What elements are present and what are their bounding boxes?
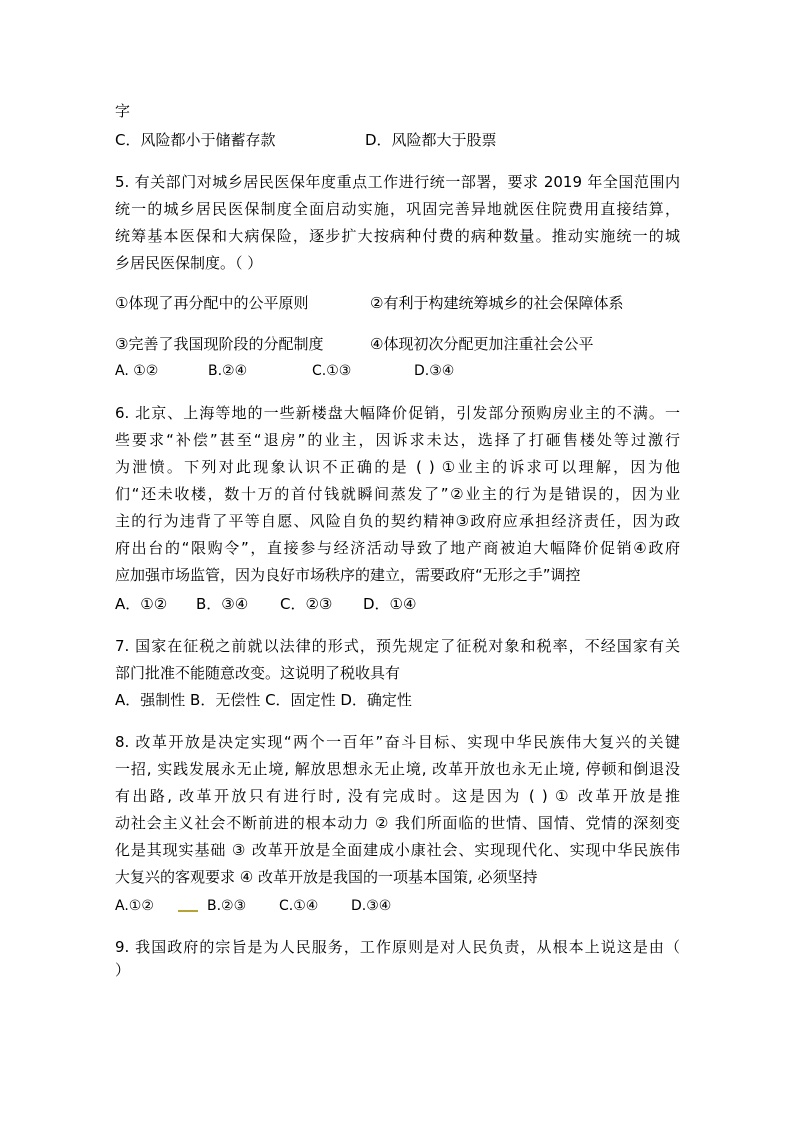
q6-line-6: 府出台的“限购令”，直接参与经济活动导致了地产商被迫大幅降价促销④政府 — [115, 539, 680, 557]
q8-line-6: 大复兴的客观要求 ④ 改革开放是我国的一项基本国策, 必须坚持 — [115, 868, 538, 886]
q5-line-1: 5. 有关部门对城乡居民医保年度重点工作进行统一部署，要求 2019 年全国范围内 — [115, 173, 680, 191]
q7-line-2: 部门批准不能随意改变。这说明了税收具有 — [115, 664, 401, 682]
option-d: D．风险都大于股票 — [365, 131, 497, 149]
q5-statement-1: ①体现了再分配中的公平原则 — [115, 294, 309, 312]
q6-line-3: 为泄愤。下列对此现象认识不正确的是 ( ) ①业主的诉求可以理解，因为他 — [115, 458, 680, 476]
q8-option-a: A.①② — [115, 898, 154, 914]
q6-option-d: D．①④ — [363, 595, 417, 613]
q8-option-b: B.②③ — [207, 898, 247, 914]
q6-line-7: 应加强市场监管，因为良好市场秩序的建立，需要政府“无形之手”调控 — [115, 566, 581, 584]
q8-option-c: C.①④ — [279, 898, 319, 914]
q5-option-c: C.①③ — [312, 363, 352, 379]
q8-line-1: 8. 改革开放是决定实现“两个一百年”奋斗目标、实现中华民族伟大复兴的关键 — [115, 733, 680, 751]
q8-option-d: D.③④ — [351, 898, 392, 914]
q6-option-c: C．②③ — [280, 595, 333, 613]
q8-line-3: 有出路, 改革开放只有进行时, 没有完成时。这是因为 ( ) ① 改革开放是推 — [115, 787, 680, 805]
q8-line-5: 化是其现实基础 ③ 改革开放是全面建成小康社会、实现现代化、实现中华民族伟 — [115, 841, 680, 859]
q9-line-2: ） — [115, 961, 131, 979]
q5-line-4: 乡居民医保制度。（ ） — [115, 254, 263, 272]
q8-line-2: 一招, 实践发展永无止境, 解放思想永无止境, 改革开放也永无止境, 停顿和倒退没 — [115, 760, 680, 778]
underline-mark — [178, 910, 198, 912]
q6-line-1: 6. 北京、上海等地的一些新楼盘大幅降价促销，引发部分预购房业主的不满。一 — [115, 404, 680, 422]
q9-line-1: 9. 我国政府的宗旨是为人民服务，工作原则是对人民负责，从根本上说这是由（ — [115, 938, 680, 956]
q7-options: A．强制性 B．无偿性 C．固定性 D．确定性 — [115, 691, 412, 709]
q5-statement-2: ②有利于构建统筹城乡的社会保障体系 — [370, 294, 624, 312]
q6-line-5: 主的行为违背了平等自愿、风险自负的契约精神③政府应承担经济责任，因为政 — [115, 512, 680, 530]
option-c: C．风险都小于储蓄存款 — [115, 131, 276, 149]
q7-line-1: 7. 国家在征税之前就以法律的形式，预先规定了征税对象和税率，不经国家有关 — [115, 637, 680, 655]
q5-option-d: D.③④ — [414, 363, 455, 379]
q5-line-2: 统一的城乡居民医保制度全面启动实施，巩固完善异地就医住院费用直接结算， — [115, 200, 680, 218]
q5-line-3: 统筹基本医保和大病保险，逐步扩大按病种付费的病种数量。推动实施统一的城 — [115, 227, 680, 245]
q6-line-2: 些要求“补偿”甚至“退房”的业主，因诉求未达，选择了打砸售楼处等过激行 — [115, 431, 680, 449]
prev-question-tail: 字 — [115, 102, 131, 120]
q6-line-4: 们“还未收楼，数十万的首付钱就瞬间蒸发了”②业主的行为是错误的，因为业 — [115, 485, 680, 503]
q6-option-a: A．①② — [115, 595, 168, 613]
q6-option-b: B．③④ — [196, 595, 249, 613]
q5-statement-3: ③完善了我国现阶段的分配制度 — [115, 335, 324, 353]
q8-line-4: 动社会主义社会不断前进的根本动力 ② 我们所面临的世情、国情、党情的深刻变 — [115, 814, 680, 832]
q5-option-b: B.②④ — [208, 363, 248, 379]
q5-statement-4: ④体现初次分配更加注重社会公平 — [370, 335, 594, 353]
q5-option-a: A. ①② — [115, 363, 159, 379]
